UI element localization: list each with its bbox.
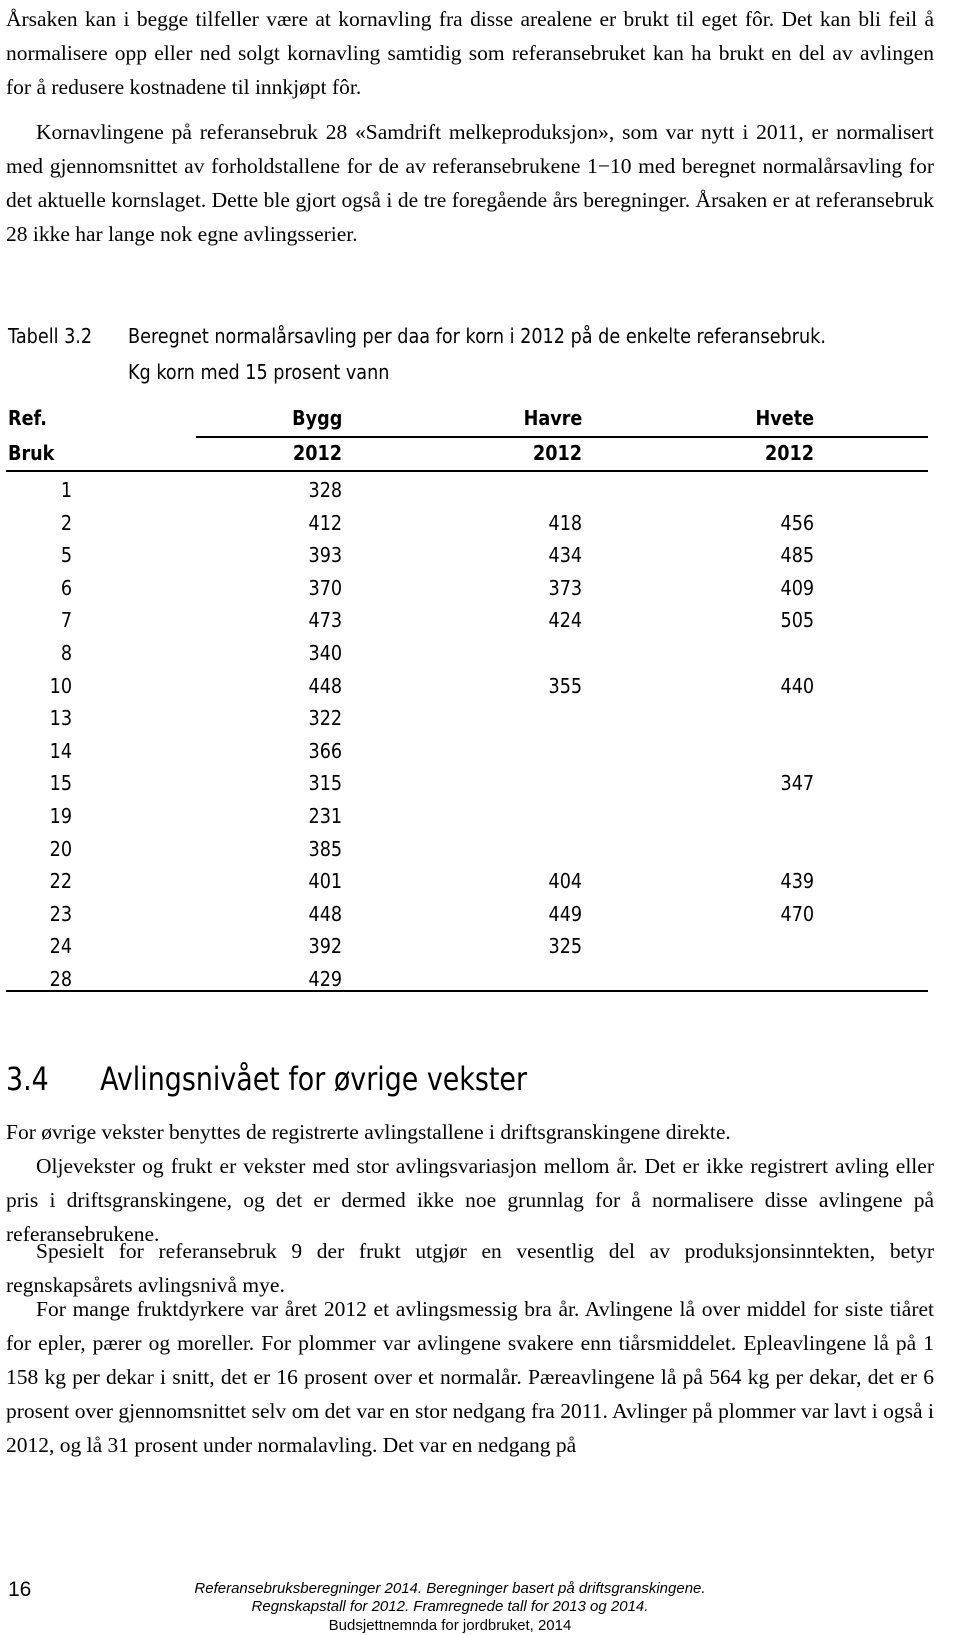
cell-havre: 434 [548, 543, 582, 568]
cell-havre: 325 [548, 934, 582, 959]
cell-bruk: 2 [60, 510, 72, 535]
header-bruk: Bruk [8, 441, 55, 465]
cell-bygg: 231 [308, 804, 342, 828]
cell-bygg: 315 [308, 771, 342, 796]
cell-hvete: 440 [780, 673, 814, 698]
intro-paragraph-2: Kornavlingene på referansebruk 28 «Samdrift melkeproduksjon», som var nytt i 2011, er normalisert med gjennomsnittet av forholdstallene for de av referansebrukene 1−10 med beregnet normalårsavling for det aktuelle kornslaget. Dette ble gjort også i de tre foregående års beregninger. Årsaken er at referansebruk 28 ikke har lange nok egne avlingsserier. [6, 120, 934, 246]
cell-bygg: 370 [308, 575, 342, 600]
cell-bygg: 448 [308, 901, 342, 926]
section-paragraph-4: For mange fruktdyrkere var året 2012 et avlingsmessig bra år. Avlingene lå over middel for siste tiåret for epler, pærer og moreller. For plommer var avlingene svakere enn tiårsmiddelet. Epleavlingene lå på 1 158 kg per dekar i snitt, det er 16 prosent over et normalår. Pæreavlingene lå på 564 kg per dekar, det er 6 prosent over gjennomsnittet selv om det var en stor nedgang fra 2011. Avlinger på plommer var lavt i også i 2012, og lå 31 prosent under normalavling. Det var en nedgang på [6, 1297, 934, 1457]
section-number: 3.4 [6, 1060, 49, 1098]
cell-havre: 404 [548, 869, 582, 894]
cell-bygg: 401 [308, 869, 342, 894]
cell-bygg: 328 [308, 478, 342, 502]
section-heading [6, 1060, 527, 1098]
section-title: Avlingsnivået for øvrige vekster [100, 1060, 528, 1098]
footer-line-2: Regnskapstall for 2012. Framregnede tall for 2013 og 2014. [251, 1598, 649, 1615]
page-number: 16 [8, 1578, 32, 1601]
cell-hvete: 439 [780, 869, 814, 894]
intro-paragraph-1: Årsaken kan i begge tilfeller være at kornavling fra disse arealene er brukt til eget fôr. Det kan bli feil å normalisere opp eller ned solgt kornavling samtidig som referansebruket kan ha brukt en del av avlingen for å redusere kostnadene til innkjøpt fôr. [6, 7, 934, 99]
table-caption-line-1: Beregnet normalårsavling per daa for korn i 2012 på de enkelte referansebruk. [128, 324, 826, 348]
cell-havre: 355 [548, 673, 582, 698]
header-bygg: Bygg [291, 406, 342, 430]
cell-bruk: 1 [60, 478, 72, 502]
cell-bruk: 23 [49, 901, 72, 926]
header-hvete-year: 2012 [764, 441, 814, 465]
cell-bygg: 393 [308, 543, 342, 568]
table-label: Tabell 3.2 [8, 324, 93, 348]
cell-bruk: 6 [60, 575, 72, 600]
cell-bygg: 448 [308, 673, 342, 698]
table-rule-bottom [6, 990, 928, 992]
cell-hvete: 485 [780, 543, 814, 568]
cell-bruk: 14 [49, 738, 72, 763]
cell-bygg: 473 [308, 608, 342, 633]
header-havre-year: 2012 [532, 441, 582, 465]
cell-havre: 373 [548, 575, 582, 600]
section-paragraph-3: Spesielt for referansebruk 9 der frukt utgjør en vesentlig del av produksjonsinntekten, betyr regnskapsårets avlingsnivå mye. [6, 1239, 934, 1297]
header-ref: Ref. [8, 406, 47, 430]
cell-bruk: 22 [49, 869, 72, 894]
cell-bruk: 7 [60, 608, 72, 633]
header-bygg-year: 2012 [292, 441, 342, 465]
cell-bruk: 24 [49, 934, 72, 959]
cell-bruk: 13 [49, 706, 72, 731]
cell-hvete: 505 [780, 608, 814, 633]
cell-bruk: 5 [60, 543, 72, 568]
cell-hvete: 470 [780, 901, 814, 926]
header-hvete: Hvete [755, 406, 814, 430]
footer-line-3: Budsjettnemnda for jordbruket, 2014 [328, 1617, 572, 1634]
cell-bygg: 392 [308, 934, 342, 959]
cell-havre: 449 [548, 901, 582, 926]
cell-hvete: 409 [780, 575, 814, 600]
cell-bruk: 20 [49, 836, 72, 861]
cell-bygg: 412 [308, 510, 342, 535]
header-rule-bottom [6, 470, 928, 472]
header-rule-top [196, 436, 928, 438]
cell-bruk: 28 [49, 967, 72, 991]
cell-bruk: 19 [49, 804, 72, 828]
cell-hvete: 456 [780, 510, 814, 535]
cell-bygg: 322 [308, 706, 342, 731]
cell-bygg: 340 [308, 641, 342, 665]
footer-line-1: Referansebruksberegninger 2014. Beregninger basert på driftsgranskingene. [194, 1580, 706, 1597]
cell-bruk: 10 [49, 673, 72, 698]
cell-bruk: 15 [49, 771, 72, 796]
cell-bygg: 385 [308, 836, 342, 861]
cell-bruk: 8 [60, 641, 72, 665]
section-paragraph-1: For øvrige vekster benyttes de registrerte avlingstallene i driftsgranskingene direkte. [6, 1120, 731, 1144]
table-caption-line-2: Kg korn med 15 prosent vann [128, 360, 390, 384]
header-havre: Havre [523, 406, 582, 430]
cell-hvete: 347 [780, 771, 814, 796]
cell-havre: 424 [548, 608, 582, 633]
cell-havre: 418 [548, 510, 582, 535]
cell-bygg: 429 [308, 967, 342, 991]
section-paragraph-2: Oljevekster og frukt er vekster med stor avlingsvariasjon mellom år. Det er ikke registrert avling eller pris i driftsgranskingene, og det er dermed ikke noe grunnlag for å normalisere disse avlingene på referansebrukene. [6, 1154, 934, 1246]
cell-bygg: 366 [308, 738, 342, 763]
